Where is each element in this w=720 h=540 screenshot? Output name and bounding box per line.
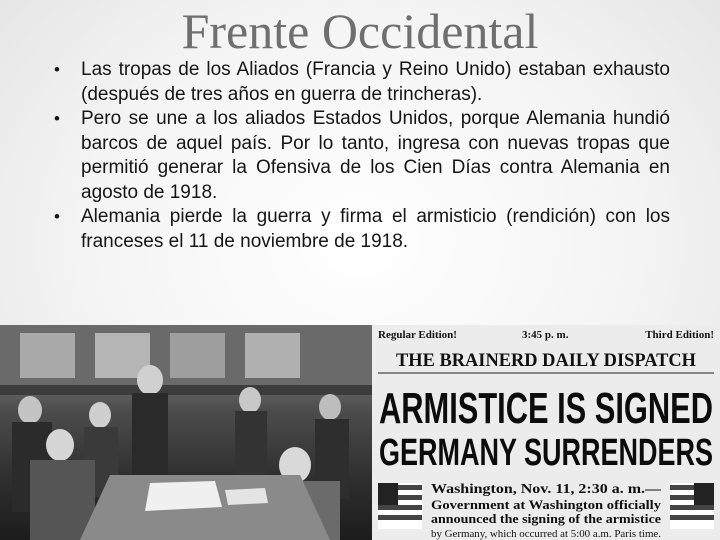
flag-left-icon	[378, 483, 422, 529]
newspaper-body-line: by Germany, which occurred at 5:00 a.m. Paris time.	[431, 528, 662, 540]
newspaper-page	[372, 325, 720, 540]
flag-right-icon	[670, 483, 714, 529]
newspaper-dateline: Washington, Nov. 11, 2:30 a. m.—	[431, 482, 663, 497]
newspaper-masthead: THE BRAINERD DAILY DISPATCH	[396, 350, 697, 371]
newspaper-headline-2: GERMANY SURRENDERS	[379, 432, 713, 474]
newspaper-body-line: announced the signing of the armistice	[431, 511, 662, 526]
bullet-item	[46, 107, 670, 205]
armistice-photo	[0, 325, 372, 540]
bullet-text: Las tropas de los Aliados (Francia y Reino Unido) estaban exhausto (después de tres años en guerra de trincheras).	[81, 59, 670, 105]
bullet-item	[46, 205, 670, 254]
newspaper-front-page	[372, 325, 720, 540]
newspaper-body-line: Government at Washington officially	[431, 497, 662, 512]
newspaper-time: 3:45 p. m.	[522, 329, 569, 341]
newspaper-edition-left: Regular Edition!	[378, 329, 457, 341]
bullet-text: Pero se une a los aliados Estados Unidos, porque Alemania hundió barcos de aquel país. Por lo tanto, ingresa con nuevas tropas que permitió generar la Ofensiva de los Cien Días contra Alemania en agosto de 1918.	[81, 108, 670, 203]
bullet-marker: •	[54, 60, 60, 79]
bullet-list	[46, 58, 670, 254]
bullet-item	[46, 58, 670, 107]
newspaper-edition-right: Third Edition!	[645, 329, 714, 341]
slide-title: Frente Occidental	[181, 3, 539, 59]
bullet-text: Alemania pierde la guerra y firma el armisticio (rendición) con los franceses el 11 de noviembre de 1918.	[81, 206, 670, 252]
bullet-marker: •	[54, 207, 60, 226]
armistice-photo-image	[0, 325, 372, 540]
newspaper-headline-1: ARMISTICE IS SIGNED	[379, 384, 713, 433]
bullet-marker: •	[54, 109, 60, 128]
